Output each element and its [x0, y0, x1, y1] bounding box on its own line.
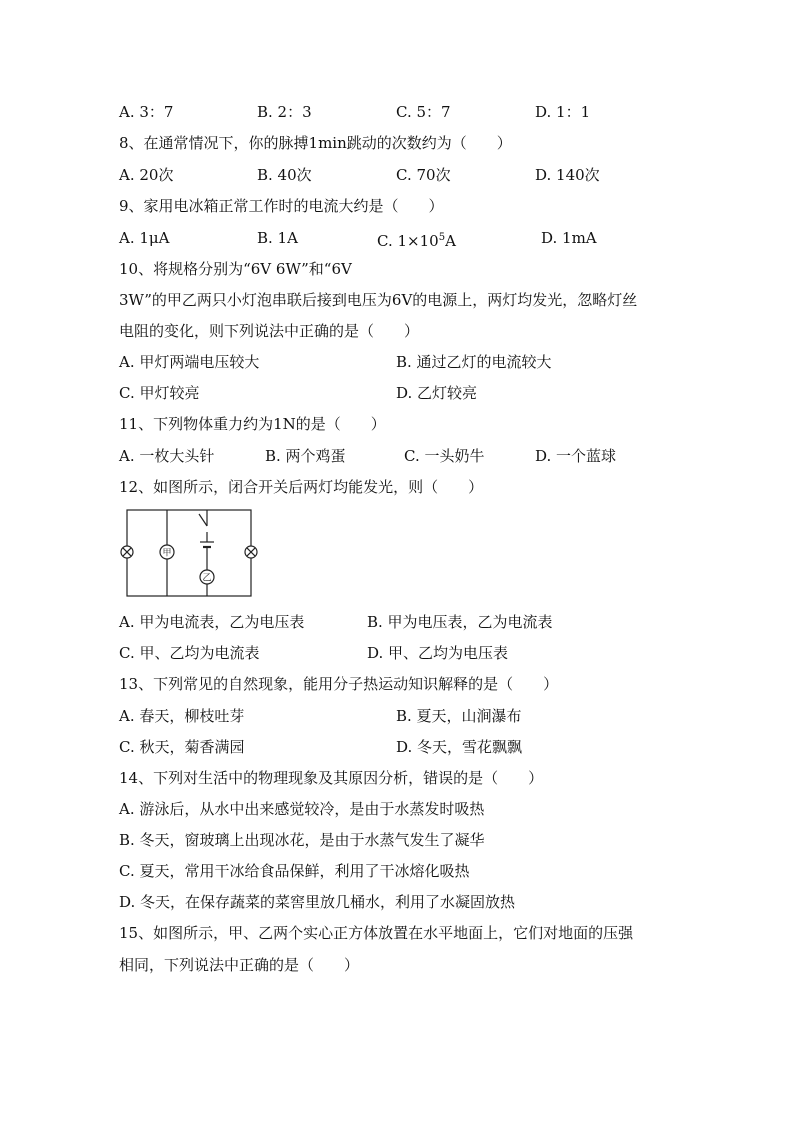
q14-option-c: C. 夏天，常用干冰给食品保鲜，利用了干冰熔化吸热	[119, 862, 470, 880]
q13-option-b: B. 夏天，山涧瀑布	[396, 707, 522, 725]
q9-option-a: A. 1μA	[119, 229, 170, 247]
q10-option-c: C. 甲灯较亮	[119, 384, 200, 402]
q11-option-b: B. 两个鸡蛋	[265, 447, 346, 465]
q8-option-b: B. 40次	[257, 166, 312, 184]
circuit-frame	[127, 510, 251, 596]
lamp-right	[245, 546, 257, 558]
q8-option-d: D. 140次	[535, 166, 600, 184]
meter-yi-label: 乙	[202, 573, 212, 584]
q10-stem-line1: 10、将规格分别为“6V 6W”和“6V	[119, 260, 352, 278]
meter-yi	[200, 570, 214, 584]
q12-option-c: C. 甲、乙均为电流表	[119, 644, 260, 662]
q14-option-a: A. 游泳后，从水中出来感觉较冷，是由于水蒸发时吸热	[119, 800, 485, 818]
q12-option-d: D. 甲、乙均为电压表	[367, 644, 509, 662]
q10-option-a: A. 甲灯两端电压较大	[119, 353, 260, 371]
q12-option-b: B. 甲为电压表，乙为电流表	[367, 613, 553, 631]
q11-option-c: C. 一头奶牛	[404, 447, 485, 465]
q9-option-c-prefix: C. 1×10	[377, 232, 439, 250]
q8-option-c: C. 70次	[396, 166, 451, 184]
q7-option-c: C. 5：7	[396, 103, 451, 121]
q7-option-b: B. 2：3	[257, 103, 312, 121]
q9-option-c-unit: A	[445, 232, 456, 250]
q10-option-b: B. 通过乙灯的电流较大	[396, 353, 552, 371]
q12-stem: 12、如图所示，闭合开关后两灯均能发光，则（ ）	[119, 478, 484, 496]
q12-option-a: A. 甲为电流表，乙为电压表	[119, 613, 305, 631]
q14-option-d: D. 冬天，在保存蔬菜的菜窖里放几桶水，利用了水凝固放热	[119, 893, 516, 911]
q9-option-c	[377, 228, 456, 251]
q10-stem-line2: 3W”的甲乙两只小灯泡串联后接到电压为6V的电源上，两灯均发光，忽略灯丝	[119, 291, 638, 309]
q10-stem-line3: 电阻的变化，则下列说法中正确的是（ ）	[119, 322, 420, 340]
q8-option-a: A. 20次	[119, 166, 174, 184]
q11-option-d: D. 一个蓝球	[535, 447, 617, 465]
q7-option-a: A. 3：7	[119, 103, 174, 121]
q9-option-c-exponent: 5	[438, 232, 446, 243]
q9-option-d: D. 1mA	[541, 229, 597, 247]
q9-stem: 9、家用电冰箱正常工作时的电流大约是（ ）	[119, 197, 444, 215]
meter-jia	[160, 545, 174, 559]
q13-option-d: D. 冬天，雪花飘飘	[396, 738, 523, 756]
switch	[199, 514, 207, 526]
q11-stem: 11、下列物体重力约为1N的是（ ）	[119, 415, 386, 433]
q13-stem: 13、下列常见的自然现象，能用分子热运动知识解释的是（ ）	[119, 675, 559, 693]
q11-option-a: A. 一枚大头针	[119, 447, 215, 465]
lamp-left	[121, 546, 133, 558]
q7-option-d: D. 1：1	[535, 103, 591, 121]
q13-option-c: C. 秋天，菊香满园	[119, 738, 245, 756]
q15-stem-line1: 15、如图所示，甲、乙两个实心正方体放置在水平地面上，它们对地面的压强	[119, 924, 634, 942]
meter-jia-label: 甲	[162, 548, 172, 559]
q10-option-d: D. 乙灯较亮	[396, 384, 478, 402]
circuit-diagram	[119, 504, 259, 600]
q14-stem: 14、下列对生活中的物理现象及其原因分析，错误的是（ ）	[119, 769, 544, 787]
q15-stem-line2: 相同，下列说法中正确的是（ ）	[119, 956, 360, 974]
q14-option-b: B. 冬天，窗玻璃上出现冰花，是由于水蒸气发生了凝华	[119, 831, 485, 849]
q8-stem: 8、在通常情况下，你的脉搏1min跳动的次数约为（ ）	[119, 134, 512, 152]
q13-option-a: A. 春天，柳枝吐芽	[119, 707, 245, 725]
q9-option-b: B. 1A	[257, 229, 298, 247]
